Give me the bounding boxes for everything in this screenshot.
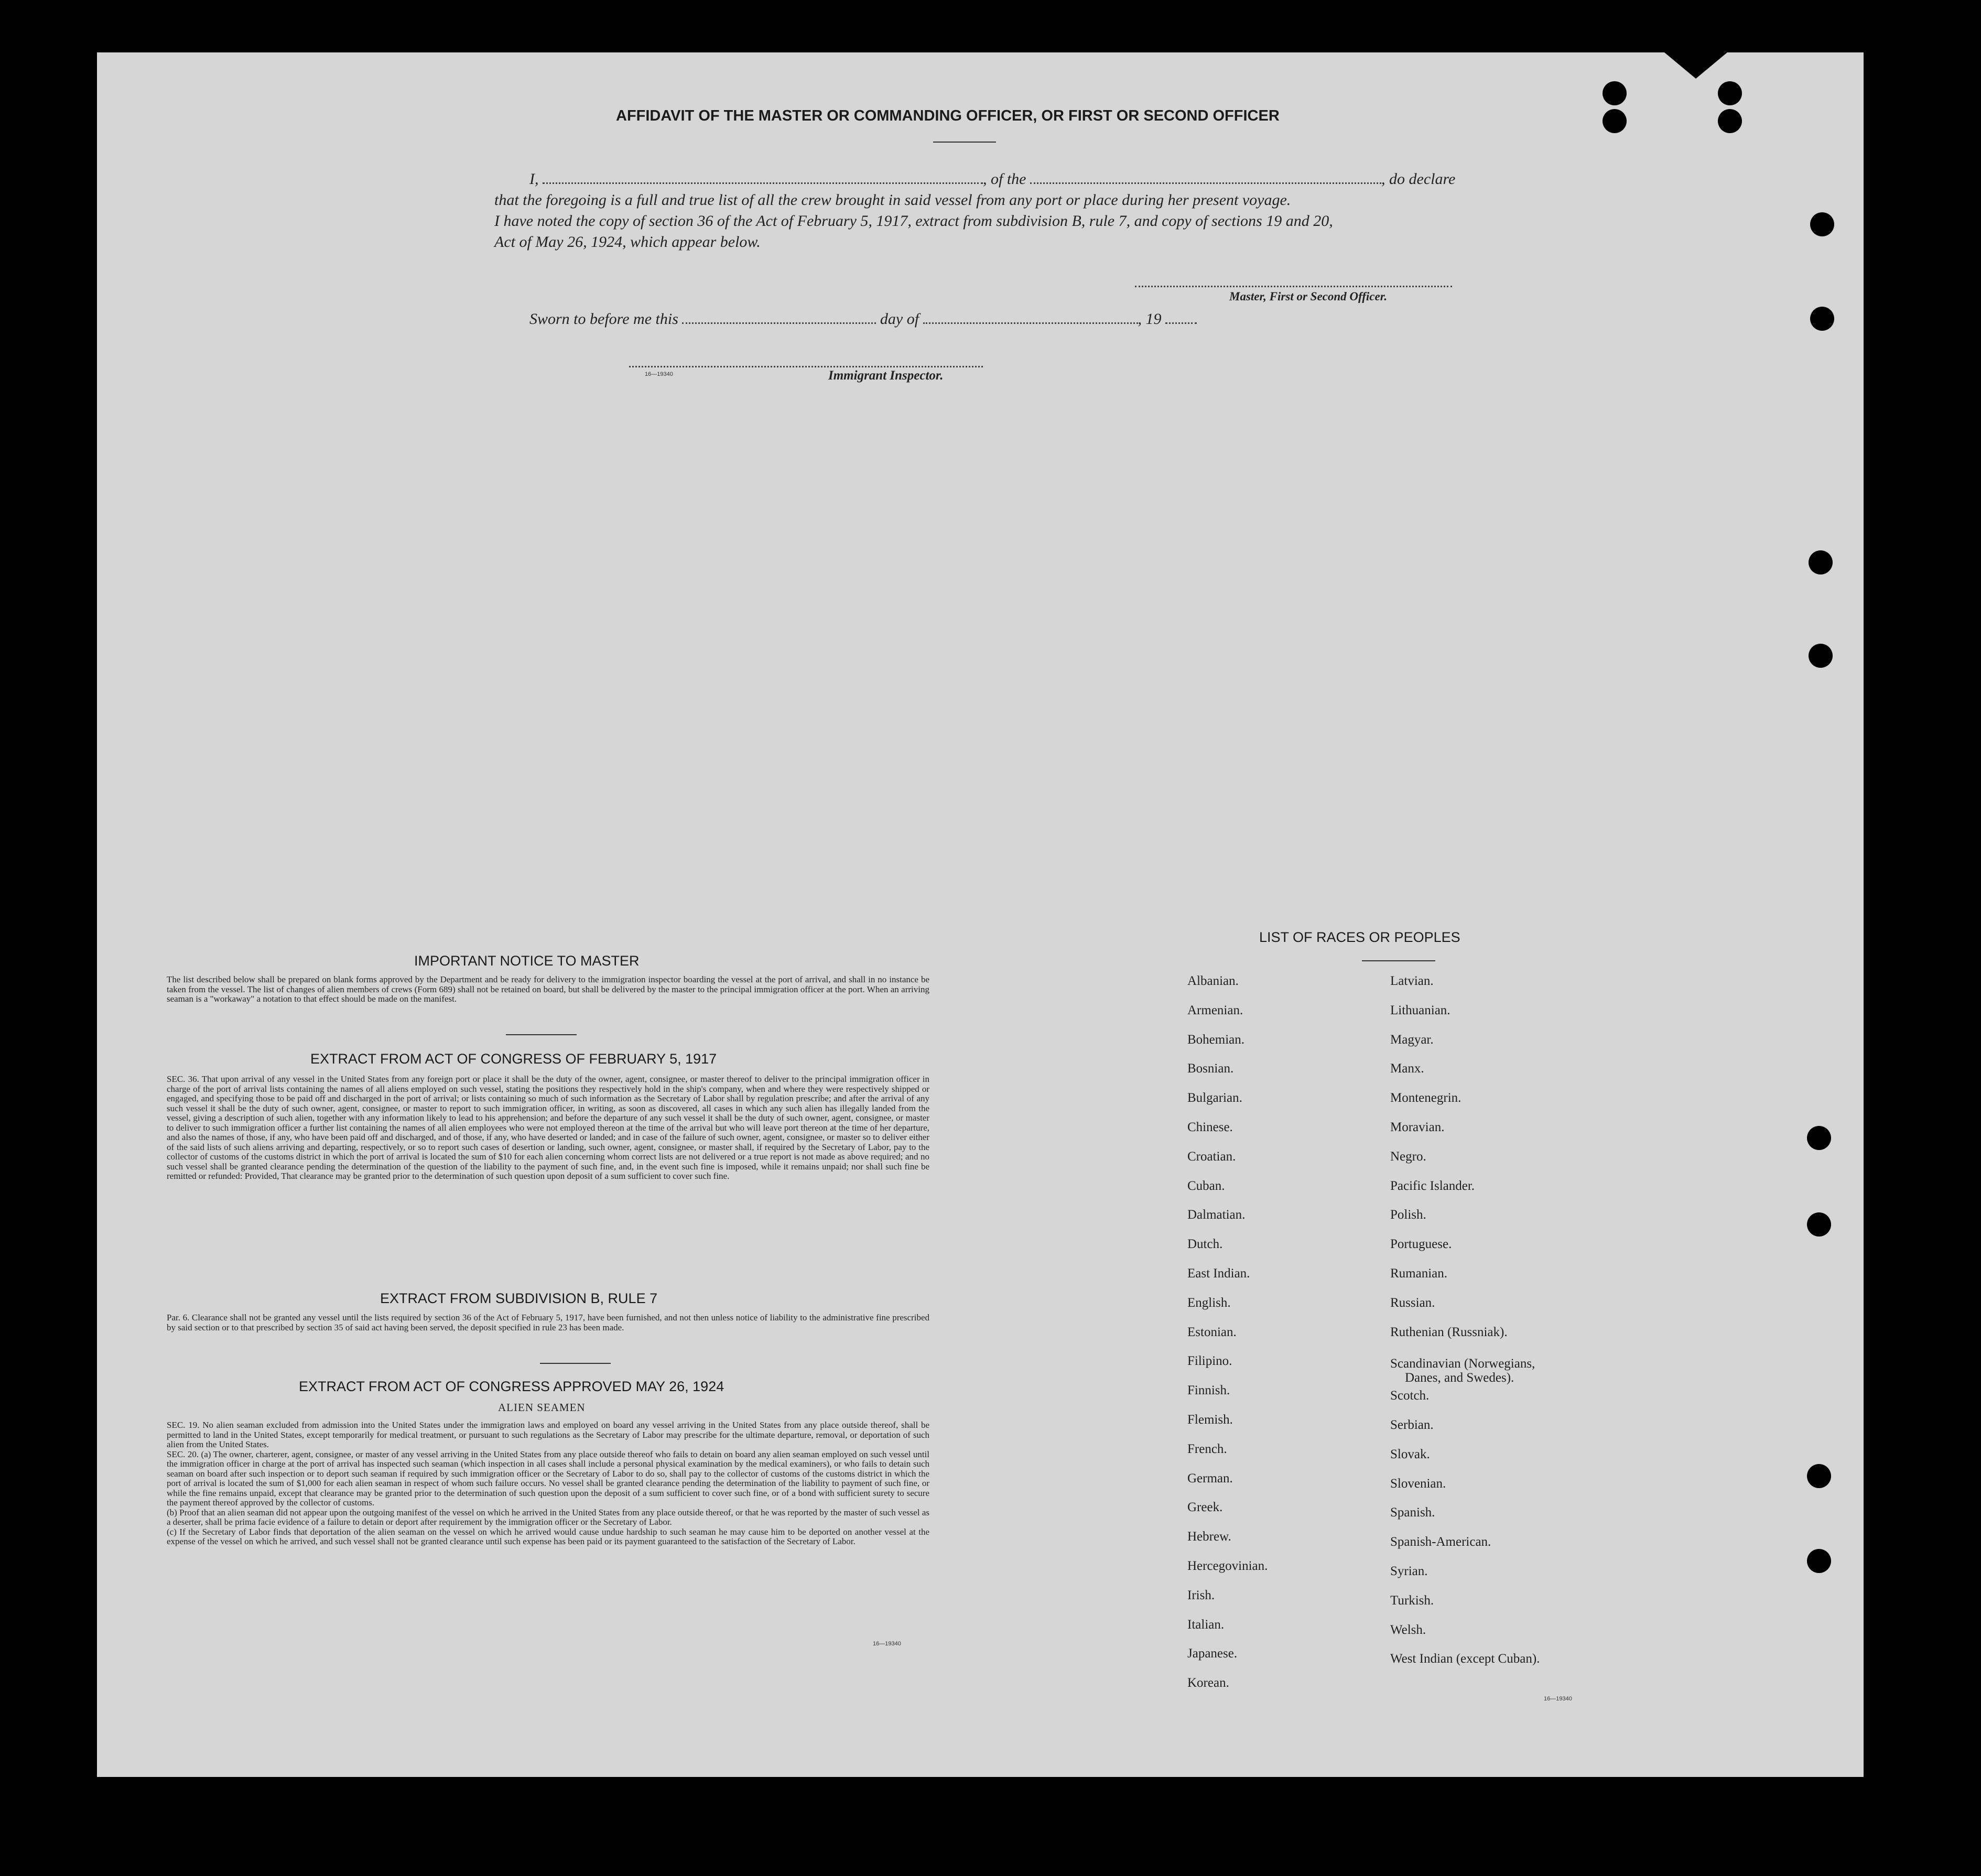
notice-text: The list described below shall be prepared on blank forms approved by the Department and be ready for delivery to the immigration inspector boarding the vessel at the port of arrival, and shall in no instance be taken from the vessel. The list of changes of alien members of crews (Form 689) shall not be retained on board, but shall be delivered by the master to the principal immigration officer at the port. When an arriving seaman is a "workaway" a notation to that effect should be made on the manifest. [167,974,929,1004]
race-entry: Spanish. [1390,1505,1435,1520]
race-entry: Rumanian. [1390,1266,1448,1281]
sworn-year-field[interactable] [1165,322,1197,324]
sheet-notch [1664,52,1727,79]
race-entry: Latvian. [1390,974,1434,988]
race-entry: Dutch. [1187,1237,1223,1252]
races-heading: LIST OF RACES OR PEOPLES [1259,929,1460,945]
form-number: 16—19340 [1544,1696,1572,1702]
sworn-line [529,310,1197,328]
divider [506,1034,577,1035]
binder-hole [1718,81,1742,105]
binder-hole [1809,644,1833,668]
race-entry: Russian. [1390,1295,1435,1310]
extract-1924-heading: EXTRACT FROM ACT OF CONGRESS APPROVED MAY 26, 1924 [299,1379,724,1394]
section-20a: SEC. 20. (a) The owner, charterer, agent, consignee, or master of any vessel arriving in the United States from any place outside thereof who fails to detain on board any alien seaman employed on such vessel until the immigration officer in charge at the port of arrival has inspected such seaman (which inspection in all cases shall include a personal physical examination by the medical examiners), or who fails to detain such seaman on board after such inspection or to deport such seaman if required by such immigration officer or the Secretary of Labor to do so, shall pay to the collector of customs of the customs district in which the port of arrival is located the sum of $1,000 for each alien seaman in respect of whom such failure occurs. No vessel shall be granted clearance pending the determination of the liability to payment of such fine, or while the fine remains unpaid, except that clearance may be granted prior to the determination of such question upon the deposit of a sum sufficient to cover such fine, or of a bond with sufficient surety to secure the payment thereof approved by the collector of customs. [167,1449,929,1508]
notice-heading: IMPORTANT NOTICE TO MASTER [414,953,640,969]
race-entry: Dalmatian. [1187,1208,1246,1222]
divider [540,1363,611,1364]
race-entry: French. [1187,1441,1227,1456]
section-20b: (b) Proof that an alien seaman did not appear upon the outgoing manifest of the vessel on which he arrived in the United States from any place outside thereof, or that he was reported by the master of such vessel as a deserter, shall be prima facie evidence of a failure to detain or deport after requirement by the immigration officer or the Secretary of Labor. [167,1507,929,1527]
race-entry: Syrian. [1390,1564,1428,1578]
race-entry: Scotch. [1390,1389,1430,1403]
race-entry: Ruthenian (Russniak). [1390,1325,1508,1339]
race-entry: Spanish-American. [1390,1535,1491,1549]
race-entry: Negro. [1390,1149,1426,1164]
declaration-line-3: I have noted the copy of section 36 of the Act of February 5, 1917, extract from subdivision B, rule 7, and copy of sections 19 and 20, [494,212,1333,230]
race-entry: German. [1187,1471,1233,1485]
race-entry: Finnish. [1187,1383,1230,1398]
binder-hole [1809,550,1833,574]
race-entry: Slovak. [1390,1447,1430,1461]
declaration-i: I, [529,170,539,188]
race-entry: Pacific Islander. [1390,1178,1475,1193]
binder-hole [1807,1126,1831,1150]
race-entry: Irish. [1187,1588,1215,1602]
race-entry: Korean. [1187,1676,1229,1690]
race-entry: Filipino. [1187,1354,1232,1369]
rule7-heading: EXTRACT FROM SUBDIVISION B, RULE 7 [380,1291,658,1306]
sworn-month-field[interactable] [923,322,1138,324]
race-entry: Hercegovinian. [1187,1559,1268,1573]
declaration-of-the: , of the [983,170,1026,188]
extract-1924-body [167,1420,929,1547]
declaration-line-4: Act of May 26, 1924, which appear below. [494,233,761,251]
binder-hole [1810,212,1834,236]
race-entry: Danes, and Swedes). [1405,1371,1514,1385]
rule7-text: Par. 6. Clearance shall not be granted any vessel until the lists required by section 36 of the Act of February 5, 1917, have been furnished, and not then unless notice of liability to the administrative fine prescribed by said section or to that prescribed by section 35 of said act having been served, the deposit specified in rule 23 has been made. [167,1313,929,1332]
race-entry: Montenegrin. [1390,1091,1462,1105]
race-entry: Albanian. [1187,974,1239,988]
race-entry: Estonian. [1187,1325,1237,1339]
heading-divider [933,142,996,143]
race-entry: Serbian. [1390,1418,1434,1432]
sworn-day-field[interactable] [682,322,876,324]
form-number: 16—19340 [873,1641,901,1647]
race-entry: Flemish. [1187,1413,1233,1427]
race-entry: Manx. [1390,1061,1424,1076]
race-entry: Italian. [1187,1617,1225,1632]
race-entry: Greek. [1187,1500,1223,1515]
race-entry: Portuguese. [1390,1237,1452,1252]
race-entry: West Indian (except Cuban). [1390,1652,1540,1666]
race-entry: Slovenian. [1390,1476,1446,1491]
affidavit-heading: AFFIDAVIT OF THE MASTER OR COMMANDING OFFICER, OR FIRST OR SECOND OFFICER [616,107,1280,124]
race-entry: Bosnian. [1187,1061,1234,1076]
binder-hole [1603,81,1627,105]
name-field[interactable] [543,182,983,184]
binder-hole [1603,109,1627,133]
race-entry: Japanese. [1187,1646,1238,1661]
race-entry: Lithuanian. [1390,1003,1450,1017]
race-entry: Armenian. [1187,1003,1243,1017]
declaration-do-declare: , do declare [1381,170,1456,188]
section-19: SEC. 19. No alien seaman excluded from admission into the United States under the immigration laws and employed on board any vessel arriving in the United States from any place outside thereof, shall be permitted to land in the United States, except temporarily for medical treatment, or pursuant to such regulations as the Secretary of Labor may prescribe for the ultimate departure, removal, or deportation of such alien from the United States. [167,1420,929,1449]
race-entry: Welsh. [1390,1622,1426,1637]
year-label: , 19 [1138,310,1162,328]
inspector-label: Immigrant Inspector. [828,368,944,383]
divider [1362,960,1435,961]
signature-label: Master, First or Second Officer. [1229,290,1388,303]
binder-hole [1718,109,1742,133]
race-entry: Magyar. [1390,1032,1434,1047]
declaration-line-2: that the foregoing is a full and true list of all the crew brought in said vessel from any port or place during her present voyage. [494,191,1291,209]
declaration-line-1 [529,170,1455,188]
binder-hole [1807,1549,1831,1573]
binder-hole [1807,1212,1831,1237]
race-entry: Bohemian. [1187,1032,1245,1047]
binder-hole [1807,1464,1831,1488]
race-entry: Turkish. [1390,1593,1434,1608]
race-entry: Bulgarian. [1187,1091,1242,1105]
alien-seamen-subheading: ALIEN SEAMEN [498,1401,586,1414]
binder-hole [1810,307,1834,331]
sworn-label: Sworn to before me this [529,310,678,328]
section-20c: (c) If the Secretary of Labor finds that deportation of the alien seaman on the vessel on which he arrived would cause undue hardship to such seaman he may cause him to be deported on another vessel at the expense of the vessel on which he arrived, and such vessel shall not be granted clearance until such expense has been paid or its payment guaranteed to the satisfaction of the Secretary of Labor. [167,1526,929,1546]
race-entry: Polish. [1390,1208,1426,1222]
signature-field[interactable] [1135,283,1452,287]
race-entry: East Indian. [1187,1266,1250,1281]
extract-1917-heading: EXTRACT FROM ACT OF CONGRESS OF FEBRUARY 5, 1917 [310,1051,717,1067]
day-of-label: day of [880,310,919,328]
race-entry: Cuban. [1187,1178,1225,1193]
race-entry: English. [1187,1295,1231,1310]
race-entry: Moravian. [1390,1120,1445,1134]
race-entry: Croatian. [1187,1149,1236,1164]
race-entry: Scandinavian (Norwegians, [1390,1357,1535,1371]
form-number: 16—19340 [645,371,673,377]
race-entry: Chinese. [1187,1120,1233,1134]
extract-1917-text: SEC. 36. That upon arrival of any vessel in the United States from any foreign port or place it shall be the duty of the owner, agent, consignee, or master thereof to deliver to the principal immigration officer in charge of the port of arrival lists containing the names of all aliens employed on such vessel, stating the positions they respectively hold in the ship's company, when and where they were respectively shipped or engaged, and specifying those to be paid off and discharged in the port of arrival; or lists containing so much of such information as the Secretary of Labor shall by regulation prescribe; and after the arrival of any such vessel it shall be the duty of such owner, agent, consignee, or master to report to such immigration officer, in writing, as soon as discovered, all cases in which any such alien has illegally landed from the vessel, giving a description of such alien, together with any information likely to lead to his apprehension; and before the departure of any such vessel it shall be the duty of such owner, agent, consignee, or master to deliver to such immigration officer a further list containing the names of all alien employees who were not employed thereon at the time of the arrival but who will leave port thereon at the time of her departure, and also the names of those, if any, who have been paid off and discharged, and of those, if any, who have deserted or landed; and in case of the failure of such owner, agent, consignee, or master so to deliver either of the said lists of such aliens arriving and departing, respectively, or so to report such cases of desertion or landing, such owner, agent, consignee, or master shall, if required by the Secretary of Labor, pay to the collector of customs of the customs district in which the port of arrival is located the sum of $10 for each alien concerning whom correct lists are not delivered or a true report is not made as above required; and no such vessel shall be granted clearance pending the determination of the question of the liability to the payment of such fine, and, in the event such fine is imposed, while it remains unpaid; nor shall such fine be remitted or refunded: Provided, That clearance may be granted prior to the determination of such question upon deposit of a sum sufficient to cover such fine. [167,1074,929,1181]
race-entry: Hebrew. [1187,1530,1231,1544]
vessel-field[interactable] [1030,182,1381,184]
inspector-signature-field[interactable] [629,364,983,367]
